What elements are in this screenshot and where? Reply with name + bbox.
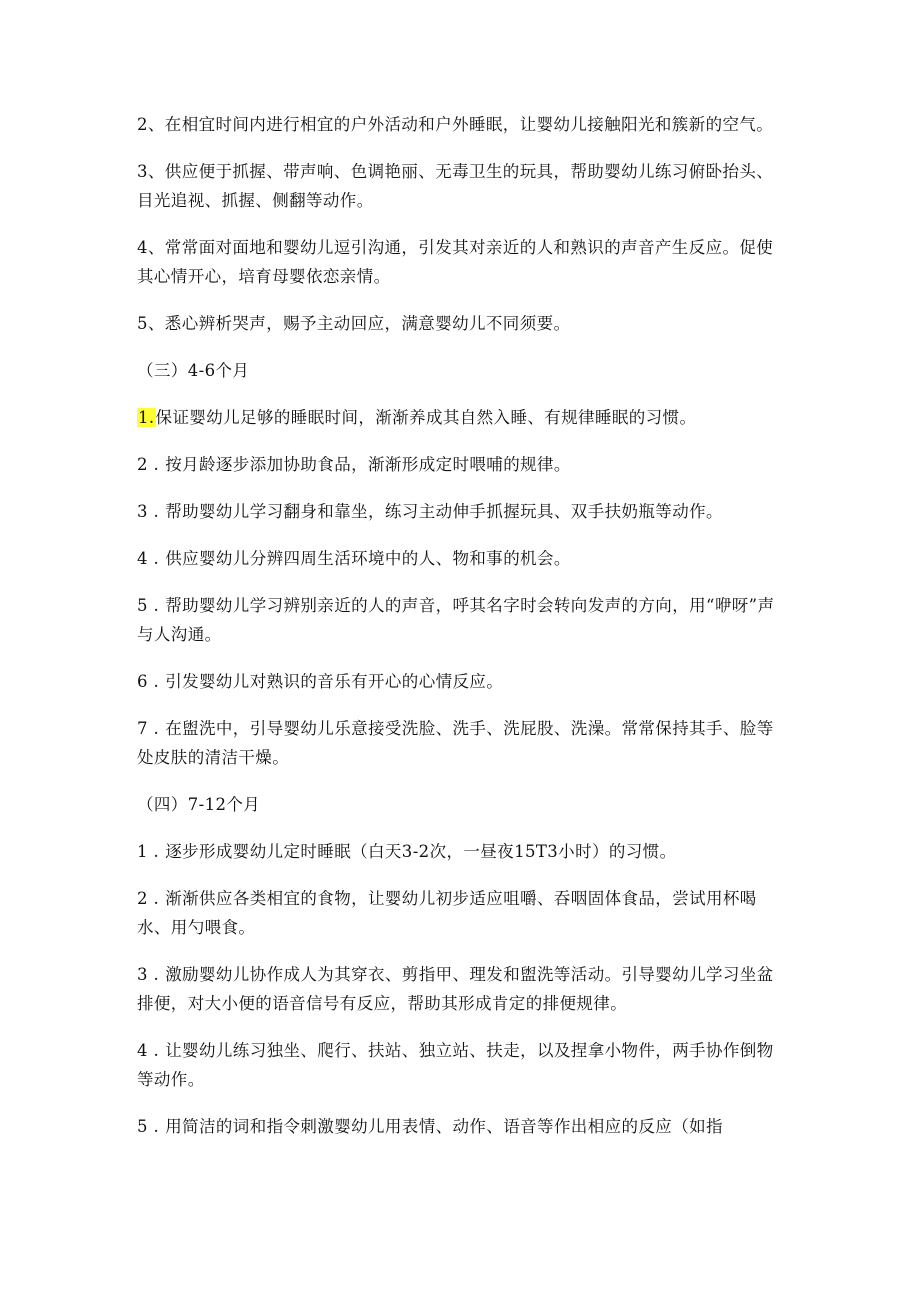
- item-number: 3 .: [137, 502, 160, 521]
- paragraph-c1: [137, 403, 787, 432]
- item-number-highlighted: 1.: [138, 408, 155, 427]
- item-text: 渐渐供应各类相宜的食物，让婴幼儿初步适应咀嚼、吞咽固体食品，尝试用杯喝水、用勺喂食。: [137, 889, 757, 937]
- item-number: 5 .: [137, 596, 160, 615]
- item-number: 1 .: [137, 842, 160, 861]
- item-text: 用简洁的词和指令刺激婴幼儿用表情、动作、语音等作出相应的反应（如指: [165, 1117, 723, 1136]
- paragraph-c2: [137, 450, 787, 479]
- item-text: 保证婴幼儿足够的睡眠时间，渐渐养成其自然入睡、有规律睡眠的习惯。: [155, 408, 697, 427]
- item-text: 引发婴幼儿对熟识的音乐有开心的心情反应。: [165, 672, 504, 691]
- item-text: 帮助婴幼儿学习辨别亲近的人的声音，呼其名字时会转向发声的方向，用“咿呀”声与人沟通。: [137, 596, 775, 644]
- paragraph-b5: 5、悉心辨析哭声，赐予主动回应，满意婴幼儿不同须要。: [137, 314, 571, 333]
- item-number: 4 .: [137, 549, 160, 568]
- section-heading-4-6-months: （三）4-6个月: [137, 361, 250, 380]
- item-number: 7 .: [137, 719, 160, 738]
- paragraph-c4: [137, 544, 787, 573]
- item-number: 2 .: [137, 455, 160, 474]
- item-text: 按月龄逐步添加协助食品，渐渐形成定时喂哺的规律。: [165, 455, 571, 474]
- paragraph-d5: [137, 1112, 787, 1141]
- paragraph-c5: [137, 591, 787, 649]
- item-number: 3 .: [137, 965, 160, 984]
- item-text: 逐步形成婴幼儿定时睡眠（白天3-2次，一昼夜15T3小时）的习惯。: [165, 842, 677, 861]
- item-text: 激励婴幼儿协作成人为其穿衣、剪指甲、理发和盥洗等活动。引导婴幼儿学习坐盆排便，对大小便的语音信号有反应，帮助其形成肯定的排便规律。: [137, 965, 774, 1013]
- document-body: [137, 110, 787, 1159]
- item-number: 6 .: [137, 672, 160, 691]
- paragraph-b2: 2、在相宜时间内进行相宜的户外活动和户外睡眠，让婴幼儿接触阳光和簇新的空气。: [137, 115, 774, 134]
- item-number: 4 .: [137, 1041, 160, 1060]
- paragraph-c3: [137, 497, 787, 526]
- paragraph-b4: 4、常常面对面地和婴幼儿逗引沟通，引发其对亲近的人和熟识的声音产生反应。促使其心情开心，培育母婴依恋亲情。: [137, 238, 774, 286]
- item-text: 供应婴幼儿分辨四周生活环境中的人、物和事的机会。: [165, 549, 571, 568]
- paragraph-c6: [137, 667, 787, 696]
- item-text: 帮助婴幼儿学习翻身和靠坐，练习主动伸手抓握玩具、双手扶奶瓶等动作。: [165, 502, 723, 521]
- paragraph-d1: [137, 837, 787, 866]
- item-text: 在盥洗中，引导婴幼儿乐意接受洗脸、洗手、洗屁股、洗澡。常常保持其手、脸等处皮肤的清洁干燥。: [137, 719, 774, 767]
- paragraph-d2: [137, 884, 787, 942]
- paragraph-d3: [137, 960, 787, 1018]
- section-heading-7-12-months: （四）7-12个月: [137, 795, 261, 814]
- item-number: 2 .: [137, 889, 160, 908]
- item-text: 让婴幼儿练习独坐、爬行、扶站、独立站、扶走，以及捏拿小物件，两手协作倒物等动作。: [137, 1041, 774, 1089]
- paragraph-b3: 3、供应便于抓握、带声响、色调艳丽、无毒卫生的玩具，帮助婴幼儿练习俯卧抬头、目光追视、抓握、侧翻等动作。: [137, 162, 774, 210]
- paragraph-c7: [137, 714, 787, 772]
- item-number: 5 .: [137, 1117, 160, 1136]
- paragraph-d4: [137, 1036, 787, 1094]
